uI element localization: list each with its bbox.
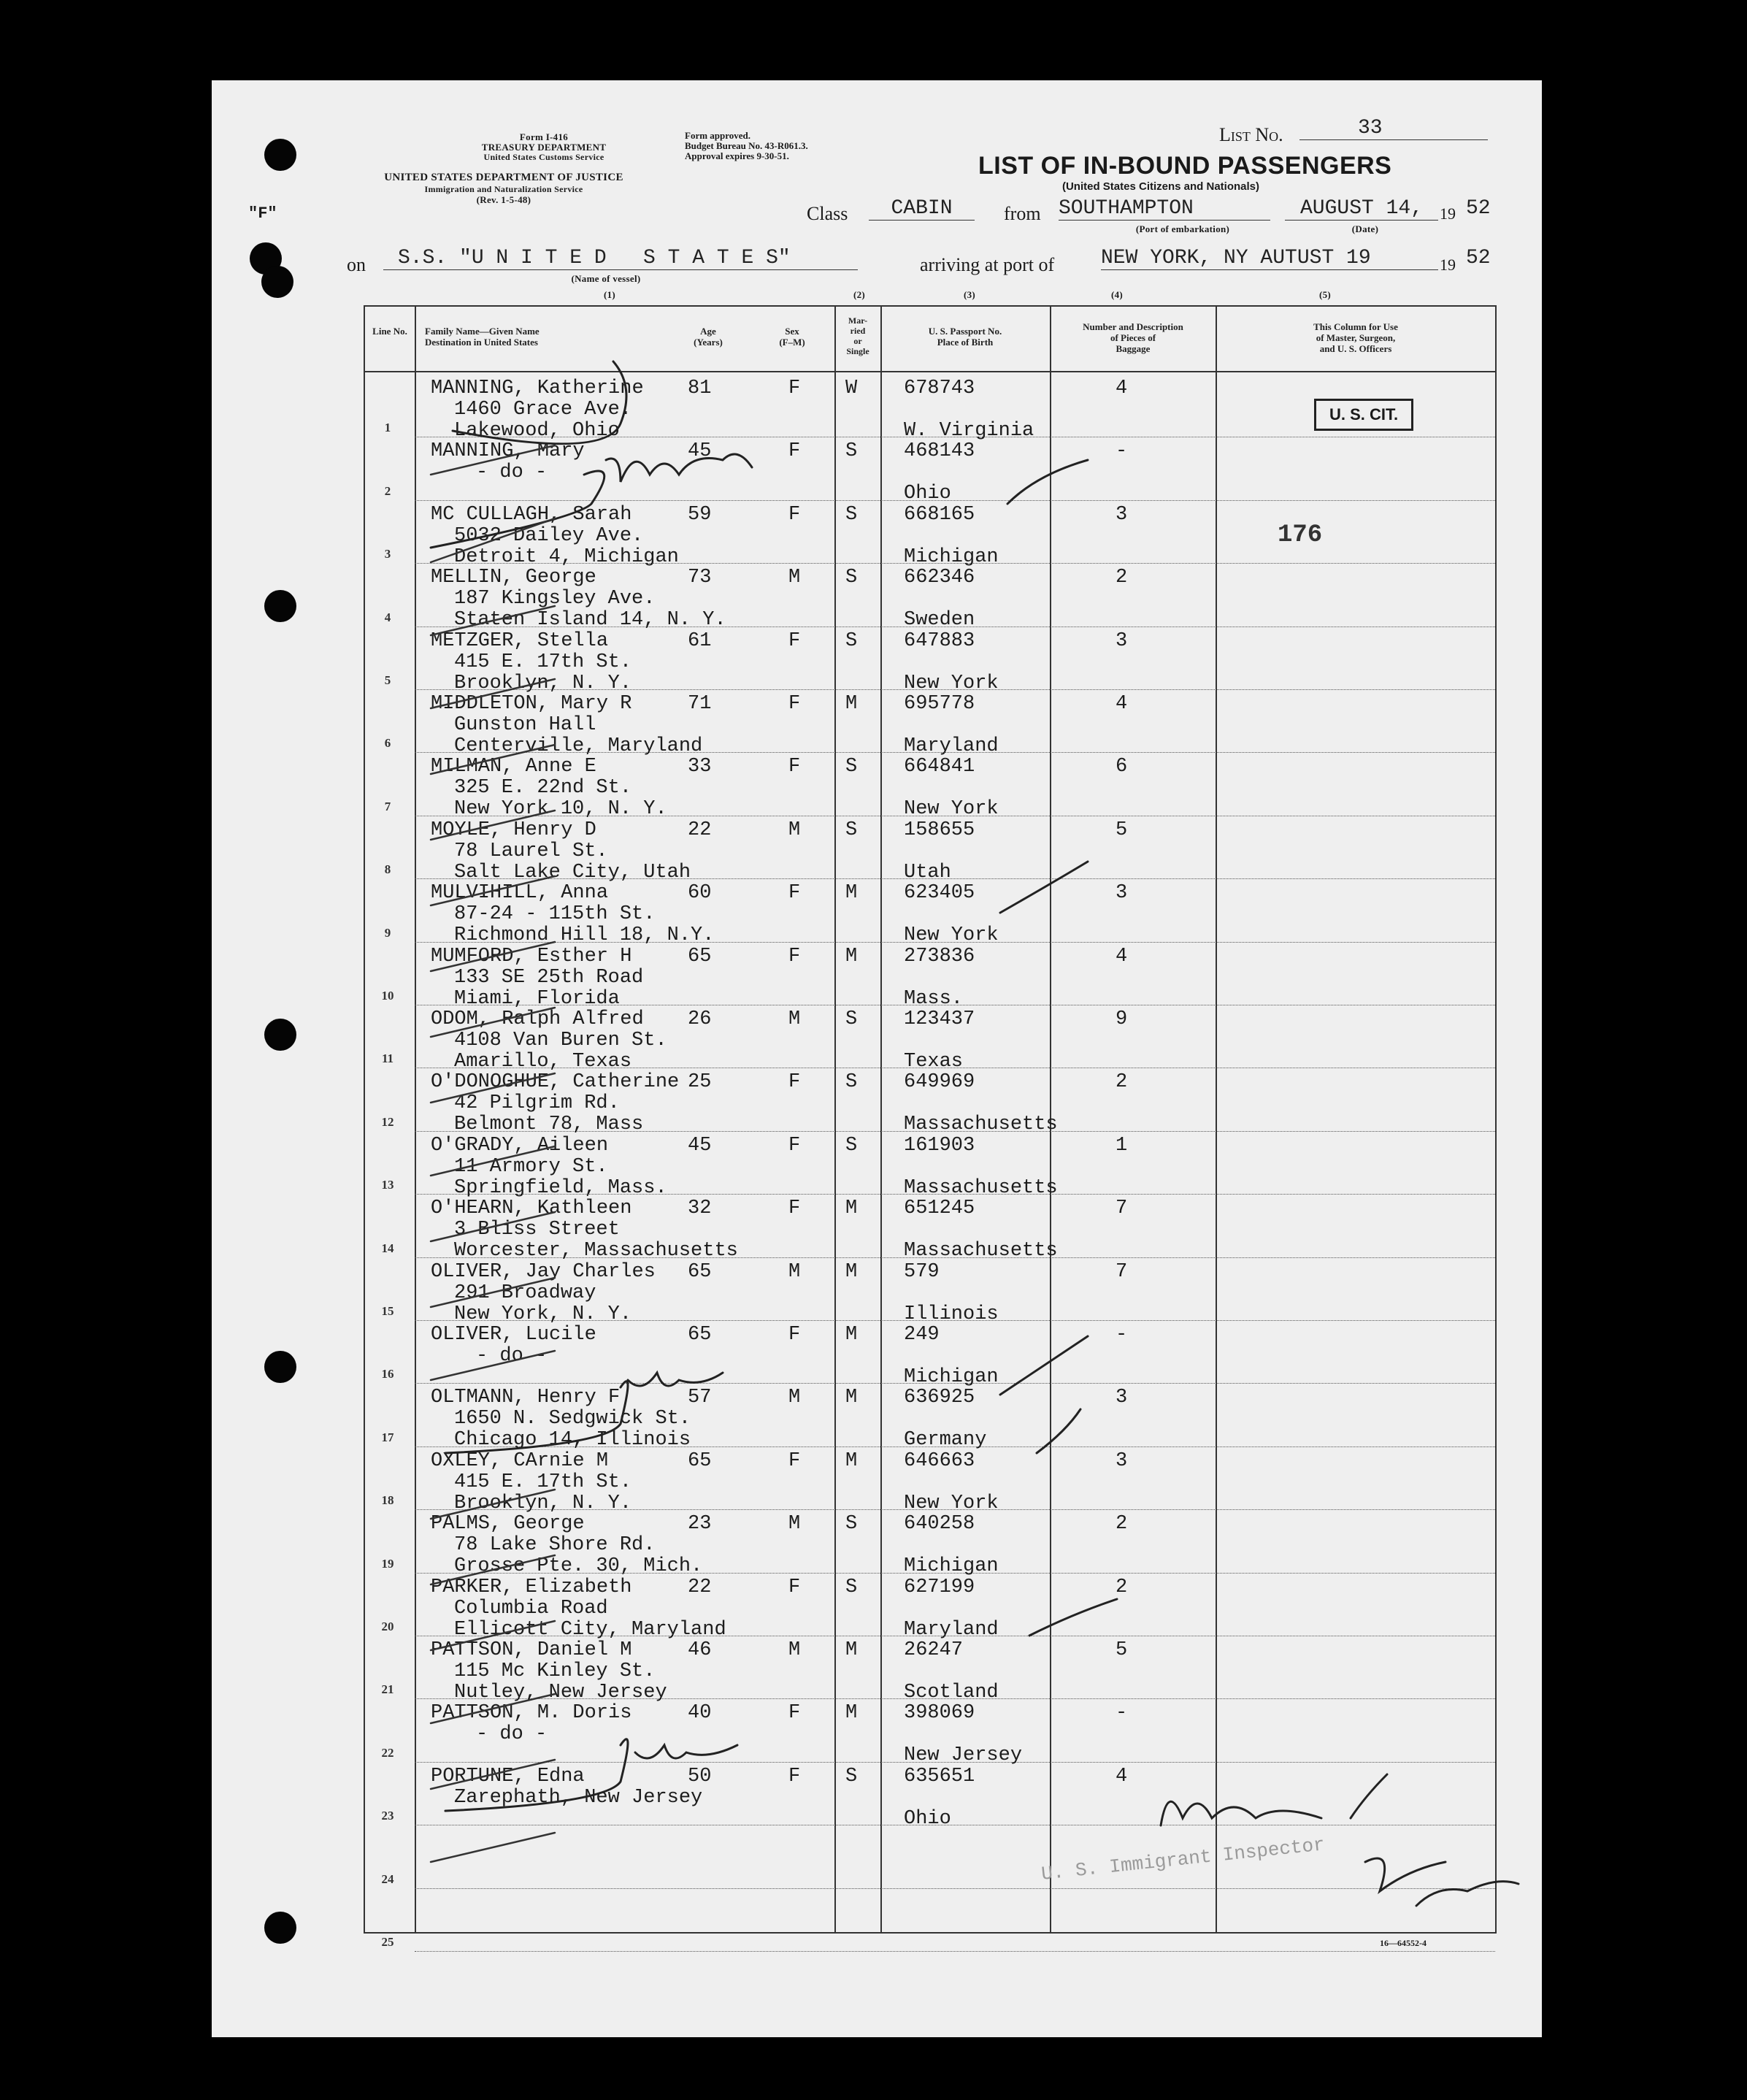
destination-line: Amarillo, Texas [454, 1051, 632, 1073]
place-of-birth: Michigan [904, 545, 999, 568]
destination-line: 78 Lake Shore Rd. [454, 1534, 656, 1557]
place-of-birth: Utah [904, 861, 951, 884]
baggage-count: - [1116, 1324, 1128, 1346]
line-number: 6 [384, 736, 391, 751]
passport-number: 647883 [904, 629, 975, 652]
place-of-birth: New York [904, 672, 999, 694]
customs-service: United States Customs Service [483, 152, 604, 162]
place-of-birth: Illinois [904, 1303, 999, 1325]
destination-line: 133 SE 25th Road [454, 966, 644, 989]
age: 46 [688, 1639, 712, 1661]
place-of-birth: New York [904, 924, 999, 947]
us-citizen-stamp: U. S. CIT. [1314, 399, 1413, 431]
passenger-name: PATTSON, Daniel M [431, 1639, 632, 1661]
marital-status: M [845, 1260, 858, 1283]
line-number: 1 [384, 421, 391, 435]
place-of-birth: New Jersey [904, 1744, 1023, 1767]
baggage-count: 5 [1116, 1639, 1128, 1661]
line-number: 4 [384, 610, 391, 624]
destination-line: 1460 Grace Ave. [454, 399, 632, 421]
place-of-birth: Massachusetts [904, 1114, 1058, 1136]
marital-status: M [845, 1639, 858, 1661]
marital-status: M [845, 1702, 858, 1725]
baggage-count: 7 [1116, 1197, 1128, 1220]
form-number: Form I-416 [519, 131, 569, 142]
place-of-birth: Massachusetts [904, 1176, 1058, 1199]
form-subtitle: (United States Citizens and Nationals) [1061, 180, 1260, 193]
list-no-value: 33 [1299, 117, 1488, 140]
place-of-birth: New York [904, 1492, 999, 1514]
place-of-birth: Michigan [904, 1366, 999, 1388]
line-number: 19 [381, 1556, 394, 1571]
col-num-3: (3) [963, 289, 976, 300]
passenger-name: O'HEARN, Kathleen [431, 1197, 632, 1220]
passport-number: 398069 [904, 1702, 975, 1725]
baggage-count: 2 [1116, 1576, 1128, 1598]
arrival-year: 52 [1466, 247, 1491, 269]
col-header-age: Age (Years) [694, 326, 723, 348]
line-number: 5 [384, 673, 391, 687]
age: 60 [688, 882, 712, 905]
place-of-birth: Sweden [904, 609, 975, 632]
place-of-birth: Ohio [904, 1807, 951, 1830]
destination-line: 11 Armory St. [454, 1155, 608, 1178]
baggage-count: 6 [1116, 756, 1128, 778]
baggage-count: 9 [1116, 1008, 1128, 1030]
col-header-line-no: Line No. [372, 326, 407, 337]
vessel-caption: (Name of vessel) [571, 273, 641, 284]
place-of-birth: W. Virginia [904, 420, 1034, 442]
f-mark: "F" [248, 204, 277, 223]
baggage-count: 3 [1116, 1449, 1128, 1472]
departure-date: AUGUST 14, [1285, 197, 1438, 221]
destination-line: Belmont 78, Mass [454, 1114, 644, 1136]
passenger-name: PALMS, George [431, 1513, 585, 1536]
passport-number: 636925 [904, 1387, 975, 1409]
baggage-count: 2 [1116, 1513, 1128, 1536]
approval-2: Budget Bureau No. 43-R061.3. [685, 140, 808, 151]
sex: F [788, 1324, 801, 1346]
destination-line: Centerville, Maryland [454, 735, 703, 757]
baggage-count: 4 [1116, 1765, 1128, 1787]
passenger-name: METZGER, Stella [431, 629, 609, 652]
arriving-label: arriving at port of [920, 254, 1055, 275]
passenger-name: PORTUNE, Edna [431, 1765, 585, 1787]
passport-number: 635651 [904, 1765, 975, 1787]
sex: F [788, 693, 801, 715]
destination-line: - do - [476, 461, 548, 484]
destination-line: 5032 Dailey Ave. [454, 524, 644, 547]
line-number: 2 [384, 483, 391, 498]
destination-line: 325 E. 22nd St. [454, 777, 632, 800]
sex: F [788, 1197, 801, 1220]
passenger-name: MUMFORD, Esther H [431, 945, 632, 967]
passport-number: 161903 [904, 1134, 975, 1157]
destination-line: 115 Mc Kinley St. [454, 1660, 656, 1682]
passport-number: 273836 [904, 945, 975, 967]
approval-1: Form approved. [685, 130, 751, 141]
marital-status: S [845, 629, 858, 652]
marital-status: S [845, 1576, 858, 1598]
passenger-name: O'DONOGHUE, Catherine [431, 1071, 680, 1094]
sex: F [788, 1702, 801, 1725]
destination-line: Lakewood, Ohio [454, 420, 620, 442]
passport-number: 649969 [904, 1071, 975, 1094]
date-year-prefix: 19 [1440, 204, 1456, 223]
destination-line: Brooklyn, N. Y. [454, 1492, 632, 1514]
destination-line: New York 10, N. Y. [454, 798, 667, 821]
baggage-count: - [1116, 440, 1128, 463]
passport-number: 623405 [904, 882, 975, 905]
destination-line: Springfield, Mass. [454, 1176, 667, 1199]
destination-line: 187 Kingsley Ave. [454, 588, 656, 610]
destination-line: New York, N. Y. [454, 1303, 632, 1325]
port-embark-caption: (Port of embarkation) [1135, 223, 1230, 234]
sex: M [788, 1639, 801, 1661]
passenger-name: MULVIHILL, Anna [431, 882, 609, 905]
passenger-name: OLIVER, Jay Charles [431, 1260, 656, 1283]
passport-number: 651245 [904, 1197, 975, 1220]
class-label: Class [807, 203, 848, 224]
passenger-name: ODOM, Ralph Alfred [431, 1008, 644, 1030]
col-num-4: (4) [1110, 289, 1124, 300]
col-header-officers: This Column for Use of Master, Surgeon, and U. S. Officers [1313, 321, 1398, 354]
destination-line: 291 Broadway [454, 1281, 596, 1304]
baggage-count: 7 [1116, 1260, 1128, 1283]
line-number: 9 [384, 925, 391, 940]
line-number: 23 [381, 1809, 394, 1823]
marital-status: S [845, 567, 858, 589]
arrival-port-date: NEW YORK, NY AUTUST 19 [1101, 247, 1438, 270]
destination-line: Detroit 4, Michigan [454, 545, 679, 568]
line-number: 20 [381, 1620, 394, 1633]
approval-3: Approval expires 9-30-51. [685, 150, 789, 161]
baggage-count: 3 [1116, 629, 1128, 652]
line-number: 17 [381, 1430, 394, 1444]
marital-status: S [845, 756, 858, 778]
age: 59 [688, 503, 712, 526]
baggage-count: 2 [1116, 1071, 1128, 1094]
passport-number: 664841 [904, 756, 975, 778]
passport-number: 668165 [904, 503, 975, 526]
line-number: 12 [381, 1114, 394, 1129]
baggage-count: 3 [1116, 503, 1128, 526]
passport-number: 158655 [904, 819, 975, 841]
marital-status: M [845, 1449, 858, 1472]
line-number: 18 [381, 1493, 394, 1508]
baggage-count: - [1116, 1702, 1128, 1725]
place-of-birth: Michigan [904, 1555, 999, 1578]
place-of-birth: New York [904, 798, 999, 821]
passport-number: 249 [904, 1324, 940, 1346]
sex: F [788, 378, 801, 399]
passenger-name: MANNING, Mary [431, 440, 585, 463]
destination-line: Richmond Hill 18, N.Y. [454, 924, 715, 947]
destination-line: Brooklyn, N. Y. [454, 672, 632, 694]
destination-line: 1650 N. Sedgwick St. [454, 1408, 691, 1430]
line-number: 24 [381, 1871, 394, 1886]
class-value: CABIN [869, 197, 975, 221]
sex: F [788, 1134, 801, 1157]
destination-line: 78 Laurel St. [454, 840, 608, 862]
baggage-count: 5 [1116, 819, 1128, 841]
age: 40 [688, 1702, 712, 1725]
age: 23 [688, 1513, 712, 1536]
passport-number: 646663 [904, 1449, 975, 1472]
baggage-count: 4 [1116, 945, 1128, 967]
marital-status: S [845, 1765, 858, 1787]
line-number: 13 [381, 1178, 394, 1192]
passport-number: 695778 [904, 693, 975, 715]
line-number: 8 [384, 862, 391, 877]
age: 71 [688, 693, 712, 715]
destination-line: 87-24 - 115th St. [454, 903, 656, 926]
treasury-dept: TREASURY DEPARTMENT [481, 142, 607, 153]
destination-line: 415 E. 17th St. [454, 1471, 632, 1493]
document-page [212, 80, 1542, 2037]
destination-line: Grosse Pte. 30, Mich. [454, 1555, 703, 1578]
age: 26 [688, 1008, 712, 1030]
marital-status: M [845, 945, 858, 967]
line-number: 7 [384, 799, 391, 813]
place-of-birth: Ohio [904, 483, 951, 505]
age: 65 [688, 1260, 712, 1283]
marital-status: S [845, 440, 858, 463]
marital-status: M [845, 1387, 858, 1409]
line-number: 21 [381, 1682, 394, 1697]
passenger-name: MOYLE, Henry D [431, 819, 596, 841]
age: 57 [688, 1387, 712, 1409]
sex: F [788, 503, 801, 526]
from-label: from [1004, 203, 1041, 224]
sex: F [788, 629, 801, 652]
destination-line: Worcester, Massachusetts [454, 1240, 738, 1262]
place-of-birth: Germany [904, 1429, 987, 1452]
age: 22 [688, 1576, 712, 1598]
sex: M [788, 1260, 801, 1283]
col-header-passport: U. S. Passport No. Place of Birth [928, 326, 1002, 348]
col-num-2: (2) [853, 289, 866, 300]
col-header-baggage: Number and Description of Pieces of Baggage [1083, 321, 1183, 354]
place-of-birth: Mass. [904, 987, 964, 1010]
on-label: on [347, 254, 366, 275]
age: 81 [688, 378, 712, 399]
destination-line: Ellicott City, Maryland [454, 1618, 726, 1641]
age: 25 [688, 1071, 712, 1094]
passenger-name: MELLIN, George [431, 567, 596, 589]
passenger-name: O'GRADY, Aileen [431, 1134, 609, 1157]
sex: M [788, 1008, 801, 1030]
place-of-birth: Maryland [904, 735, 999, 757]
passenger-name: MILMAN, Anne E [431, 756, 596, 778]
sex: F [788, 945, 801, 967]
destination-line: 3 Bliss Street [454, 1219, 620, 1241]
marital-status: M [845, 1197, 858, 1220]
marital-status: W [845, 378, 858, 399]
passenger-name: OLIVER, Lucile [431, 1324, 596, 1346]
col-header-sex: Sex (F–M) [779, 326, 805, 348]
destination-line: Miami, Florida [454, 987, 620, 1010]
age: 65 [688, 1324, 712, 1346]
age: 65 [688, 1449, 712, 1472]
passenger-name: MIDDLETON, Mary R [431, 693, 632, 715]
passport-number: 678743 [904, 378, 975, 399]
age: 50 [688, 1765, 712, 1787]
age: 33 [688, 756, 712, 778]
passenger-name: OLTMANN, Henry F [431, 1387, 621, 1409]
passport-number: 627199 [904, 1576, 975, 1598]
destination-line: Gunston Hall [454, 714, 596, 736]
baggage-count: 1 [1116, 1134, 1128, 1157]
sex: F [788, 1071, 801, 1094]
line-number: 22 [381, 1745, 394, 1760]
baggage-count: 3 [1116, 882, 1128, 905]
sex: F [788, 1576, 801, 1598]
line-number: 10 [381, 989, 394, 1003]
line-number: 14 [381, 1241, 394, 1255]
age: 32 [688, 1197, 712, 1220]
col-num-1: (1) [603, 289, 616, 300]
date-caption: (Date) [1351, 223, 1379, 234]
place-of-birth: Texas [904, 1051, 964, 1073]
age: 22 [688, 819, 712, 841]
passenger-name: MANNING, Katherine [431, 378, 644, 399]
destination-line: - do - [476, 1723, 548, 1746]
place-of-birth: Scotland [904, 1682, 999, 1704]
marital-status: S [845, 1008, 858, 1030]
destination-line: Nutley, New Jersey [454, 1682, 667, 1704]
sex: M [788, 1513, 801, 1536]
age: 73 [688, 567, 712, 589]
line-number: 11 [381, 1051, 394, 1066]
age: 65 [688, 945, 712, 967]
officer-number: 176 [1278, 521, 1323, 549]
baggage-count: 3 [1116, 1387, 1128, 1409]
destination-line: Salt Lake City, Utah [454, 861, 691, 884]
destination-line: Zarephath, New Jersey [454, 1786, 703, 1809]
col-num-5: (5) [1318, 289, 1332, 300]
marital-status: M [845, 693, 858, 715]
passenger-name: PARKER, Elizabeth [431, 1576, 632, 1598]
passport-number: 123437 [904, 1008, 975, 1030]
sex: M [788, 1387, 801, 1409]
line-number: 15 [381, 1304, 394, 1318]
destination-line: - do - [476, 1345, 548, 1367]
marital-status: S [845, 1071, 858, 1094]
ins-service: Immigration and Naturalization Service [424, 184, 583, 194]
arrival-year-prefix: 19 [1440, 256, 1456, 274]
marital-status: S [845, 819, 858, 841]
line-number: 3 [384, 547, 391, 562]
inspector-stamp: U. S. Immigrant Inspector [1040, 1833, 1326, 1885]
destination-line: 4108 Van Buren St. [454, 1030, 667, 1051]
revision: (Rev. 1-5-48) [476, 194, 531, 205]
marital-status: M [845, 882, 858, 905]
handwritten-annotations [212, 80, 1542, 2037]
baggage-count: 4 [1116, 378, 1128, 399]
place-of-birth: Maryland [904, 1618, 999, 1641]
age: 45 [688, 1134, 712, 1157]
sex: F [788, 756, 801, 778]
sex: M [788, 819, 801, 841]
destination-line: Columbia Road [454, 1597, 608, 1620]
form-title: LIST OF IN-BOUND PASSENGERS [978, 152, 1392, 180]
baggage-count: 2 [1116, 567, 1128, 589]
baggage-count: 4 [1116, 693, 1128, 715]
marital-status: M [845, 1324, 858, 1346]
destination-line: 42 Pilgrim Rd. [454, 1092, 620, 1115]
destination-line: Chicago 14, Illinois [454, 1429, 691, 1452]
destination-line: Staten Island 14, N. Y. [454, 609, 726, 632]
place-of-birth: Massachusetts [904, 1240, 1058, 1262]
list-no-label: List No. [1219, 124, 1283, 145]
passenger-name: MC CULLAGH, Sarah [431, 503, 632, 526]
footer-code: 16—64552-4 [1380, 1938, 1427, 1948]
passport-number: 26247 [904, 1639, 964, 1661]
passport-number: 662346 [904, 567, 975, 589]
port-of-embarkation: SOUTHAMPTON [1059, 197, 1270, 221]
marital-status: S [845, 1134, 858, 1157]
line-number: 16 [381, 1367, 394, 1382]
date-year: 52 [1466, 197, 1491, 220]
justice-dept: UNITED STATES DEPARTMENT OF JUSTICE [384, 172, 623, 183]
destination-line: 415 E. 17th St. [454, 651, 632, 673]
age: 45 [688, 440, 712, 463]
marital-status: S [845, 503, 858, 526]
col-header-married: Mar- ried or Single [846, 315, 869, 356]
line-number: 25 [381, 1935, 394, 1949]
sex: F [788, 1449, 801, 1472]
passenger-name: OXLEY, CArnie M [431, 1449, 609, 1472]
marital-status: S [845, 1513, 858, 1536]
sex: F [788, 882, 801, 905]
vessel-name: S.S. "U N I T E D S T A T E S" [383, 247, 858, 270]
sex: F [788, 440, 801, 463]
passenger-name: PATTSON, M. Doris [431, 1702, 632, 1725]
passport-number: 579 [904, 1260, 940, 1283]
sex: M [788, 567, 801, 589]
age: 61 [688, 629, 712, 652]
col-header-name: Family Name—Given Name Destination in United States [425, 326, 540, 348]
passport-number: 640258 [904, 1513, 975, 1536]
sex: F [788, 1765, 801, 1787]
passport-number: 468143 [904, 440, 975, 463]
